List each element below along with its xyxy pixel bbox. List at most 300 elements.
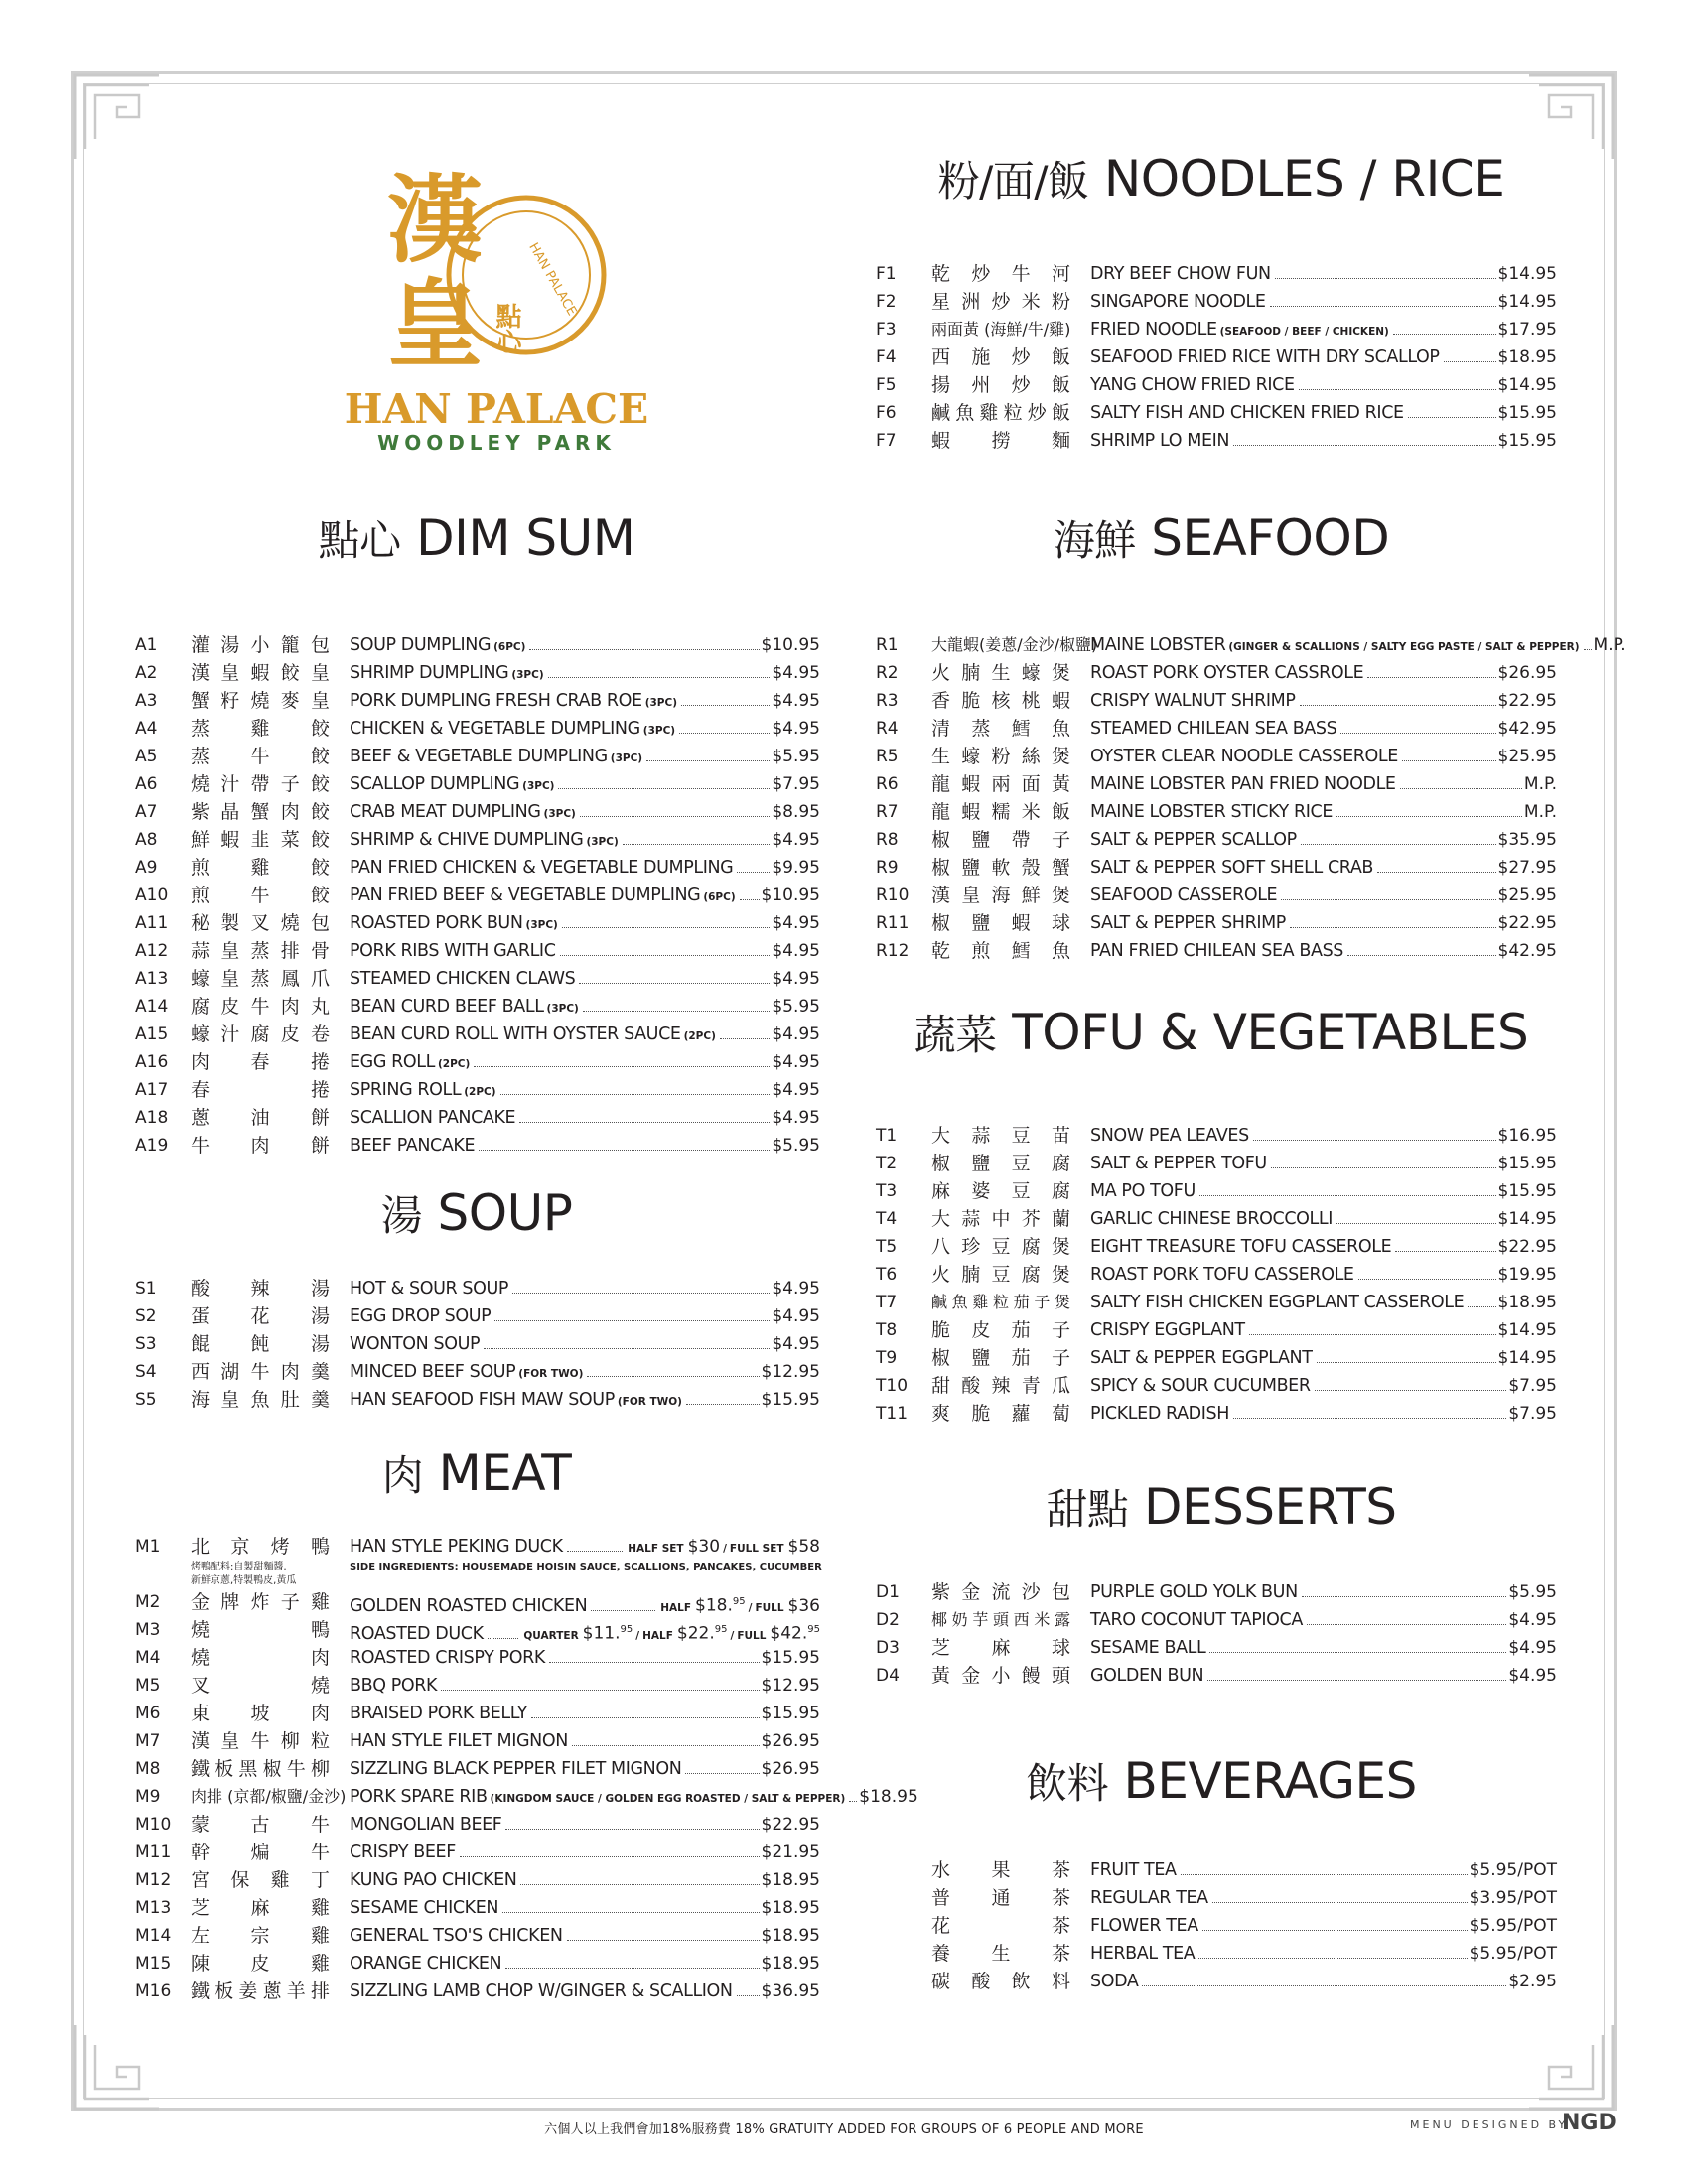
item-name-en: ROAST PORK TOFU CASSEROLE	[1090, 1265, 1354, 1285]
item-name-zh: 清蒸鱈魚	[931, 718, 1070, 740]
item-name-zh: 鮮蝦韭菜餃	[191, 829, 330, 851]
menu-item	[876, 770, 1571, 798]
item-price: $27.95	[1497, 858, 1557, 878]
item-price: $7.95	[772, 774, 820, 794]
dot-leader	[494, 1320, 770, 1321]
item-name-zh: 甜酸辣青瓜	[931, 1375, 1070, 1397]
item-name-zh: 左宗雞	[191, 1925, 330, 1947]
menu-item	[876, 743, 1571, 770]
item-name-zh: 漢皇海鮮煲	[931, 885, 1070, 906]
menu-item	[876, 631, 1626, 659]
item-name-en: SESAME BALL	[1090, 1638, 1206, 1658]
menu-item	[135, 826, 820, 854]
item-name-en: EIGHT TREASURE TOFU CASSEROLE	[1090, 1237, 1392, 1257]
menu-item	[876, 1205, 1571, 1233]
dot-leader	[1468, 1306, 1495, 1307]
item-name-en: GOLDEN BUN	[1090, 1666, 1204, 1686]
item-name-zh: 蒙古牛	[191, 1814, 330, 1836]
item-price: $15.95	[1497, 1181, 1557, 1201]
dot-leader	[679, 733, 770, 734]
dot-leader	[1209, 1652, 1506, 1653]
dot-leader	[1301, 844, 1496, 845]
item-code: F5	[876, 375, 897, 395]
menu-item	[876, 854, 1571, 882]
item-name-en: MAINE LOBSTER	[1090, 635, 1226, 655]
menu-item	[876, 1634, 1571, 1662]
item-name-en: SALTY FISH AND CHICKEN FRIED RICE	[1090, 403, 1404, 423]
item-name-zh: 紫金流沙包	[931, 1581, 1070, 1603]
menu-item	[135, 659, 820, 687]
item-name-zh: 幹煸牛	[191, 1842, 330, 1863]
dot-leader	[1181, 1874, 1468, 1875]
item-name-zh: 兩面黃 (海鮮/牛/雞)	[931, 320, 1071, 339]
menu-item	[135, 1700, 820, 1727]
logo-ring-zh: 點心	[492, 303, 521, 354]
dot-leader	[479, 1150, 770, 1151]
item-price: $5.95	[1508, 1582, 1557, 1602]
menu-item	[135, 631, 820, 659]
menu-list-beverages	[876, 1856, 1571, 1995]
item-name-en: SHRIMP LO MEIN	[1090, 431, 1230, 451]
item-note: (3PC)	[511, 669, 544, 681]
menu-item	[135, 1386, 820, 1414]
item-name-en: SALT & PEPPER TOFU	[1090, 1154, 1267, 1173]
dot-leader	[681, 705, 770, 706]
item-note: (FOR TWO)	[617, 1396, 682, 1408]
item-name-zh: 椒鹽豆腐	[931, 1153, 1070, 1174]
item-name-en: CRAB MEAT DUMPLING	[350, 802, 541, 822]
item-code: R4	[876, 719, 899, 739]
menu-item	[135, 1783, 918, 1811]
corner-ornament-bottom-left	[71, 2021, 163, 2113]
item-price: $5.95/POT	[1469, 1916, 1557, 1936]
menu-item	[876, 1968, 1571, 1995]
item-note: (3PC)	[642, 725, 676, 737]
item-code: S5	[135, 1390, 157, 1410]
item-code: T8	[876, 1320, 898, 1340]
dot-leader	[441, 1690, 759, 1691]
item-price: $4.95	[1508, 1610, 1557, 1630]
menu-item	[135, 1672, 820, 1700]
dot-leader	[740, 899, 760, 900]
item-note: (3PC)	[586, 836, 619, 848]
dot-leader	[1207, 1680, 1506, 1681]
item-price: $4.95	[1508, 1666, 1557, 1686]
item-name-en: REGULAR TEA	[1090, 1888, 1208, 1908]
dot-leader	[1584, 649, 1592, 650]
item-code: F3	[876, 320, 897, 340]
dot-leader	[562, 927, 770, 928]
item-code: T3	[876, 1181, 898, 1201]
menu-item	[876, 1289, 1571, 1316]
item-name-en: TARO COCONUT TAPIOCA	[1090, 1610, 1303, 1630]
item-code: D2	[876, 1610, 900, 1630]
item-name-en: SPICY & SOUR CUCUMBER	[1090, 1376, 1311, 1396]
item-name-zh: 蠔皇蒸鳳爪	[191, 968, 330, 990]
item-code: T11	[876, 1404, 909, 1424]
item-name-en: HERBAL TEA	[1090, 1944, 1196, 1964]
item-name-zh: 海皇魚肚羹	[191, 1389, 330, 1411]
corner-ornament-bottom-right	[1525, 2021, 1617, 2113]
dot-leader	[484, 1348, 770, 1349]
item-name-en: SALT & PEPPER SCALLOP	[1090, 830, 1297, 850]
menu-item	[135, 1755, 820, 1783]
brand-name: HAN PALACE	[344, 385, 649, 433]
item-code: M16	[135, 1981, 172, 2001]
item-name-en: PICKLED RADISH	[1090, 1404, 1229, 1424]
item-price: $14.95	[1497, 1348, 1557, 1368]
menu-item	[135, 1048, 820, 1076]
item-price: $18.95	[761, 1954, 820, 1974]
item-price: $14.95	[1497, 1320, 1557, 1340]
menu-item	[876, 316, 1571, 343]
section-title-beverages: 飲料 BEVERAGES	[1026, 1752, 1417, 1810]
item-name-en: BEAN CURD BEEF BALL	[350, 997, 544, 1017]
item-note: (SEAFOOD / BEEF / CHICKEN)	[1219, 326, 1389, 338]
menu-list-dimsum	[135, 631, 820, 1160]
item-name-zh: 肉排 (京都/椒鹽/金沙)	[191, 1787, 347, 1806]
menu-item	[876, 937, 1571, 965]
item-name-en: SALT & PEPPER SHRIMP	[1090, 913, 1286, 933]
dot-leader	[519, 1122, 770, 1123]
dot-leader	[505, 1968, 759, 1969]
item-code: A7	[135, 802, 158, 822]
item-price: $4.95	[772, 830, 820, 850]
item-name-en: DRY BEEF CHOW FUN	[1090, 264, 1271, 284]
item-name-zh: 椰奶芋頭西米露	[931, 1610, 1070, 1629]
menu-item	[876, 1606, 1571, 1634]
item-name-en: PORK SPARE RIB	[350, 1787, 488, 1807]
item-name-en: HAN STYLE FILET MIGNON	[350, 1731, 568, 1751]
menu-item	[135, 1021, 820, 1048]
dot-leader	[1347, 955, 1496, 956]
item-name-zh: 西湖牛肉羹	[191, 1361, 330, 1383]
section-title-soup: 湯 SOUP	[380, 1184, 573, 1242]
item-price: $5.95/POT	[1469, 1860, 1557, 1880]
item-name-en: FRUIT TEA	[1090, 1860, 1177, 1880]
item-code: R9	[876, 858, 899, 878]
item-name-en: GARLIC CHINESE BROCCOLLI	[1090, 1209, 1334, 1229]
item-name-en: BEAN CURD ROLL WITH OYSTER SAUCE	[350, 1024, 681, 1044]
dot-leader	[1249, 1334, 1496, 1335]
item-name-zh: 煎牛餃	[191, 885, 330, 906]
item-price: $2.95	[1508, 1972, 1557, 1991]
item-note: (3PC)	[610, 752, 643, 764]
item-name-zh: 碳酸飲料	[931, 1971, 1070, 1992]
menu-item	[876, 1884, 1571, 1912]
item-name-zh: 大蒜中芥蘭	[931, 1208, 1070, 1230]
item-name-zh: 乾炒牛河	[931, 263, 1070, 285]
item-code: R10	[876, 886, 910, 905]
menu-item: M3 燒鴨 ROASTED DUCK QUARTER $11.95 / HALF $22.95 / FULL $42.95	[135, 1619, 820, 1644]
menu-item	[135, 1727, 820, 1755]
menu-item	[876, 1578, 1571, 1606]
item-price: $35.95	[1497, 830, 1557, 850]
menu-item	[135, 909, 820, 937]
logo-ring-text: HAN PALACE	[525, 240, 580, 319]
item-name-zh: 大龍蝦(姜蔥/金沙/椒鹽)	[931, 635, 1098, 654]
item-price: $26.95	[1497, 663, 1557, 683]
menu-item: M2 金牌炸子雞 GOLDEN ROASTED CHICKEN HALF $18.95 / FULL $36	[135, 1591, 820, 1616]
section-title-dimsum: 點心 DIM SUM	[318, 509, 635, 567]
item-price: M.P.	[1523, 802, 1557, 822]
item-price: $26.95	[761, 1759, 820, 1779]
item-code: S2	[135, 1306, 157, 1326]
menu-item-subnote: 新鮮京蔥,特製鴨皮,黃瓜	[191, 1575, 297, 1586]
item-price: $4.95	[772, 1306, 820, 1326]
menu-item	[876, 687, 1571, 715]
item-note: (3PC)	[525, 919, 558, 931]
dot-leader	[1299, 389, 1496, 390]
menu-item	[876, 659, 1571, 687]
menu-item	[135, 1978, 820, 2005]
item-name-zh: 星洲炒米粉	[931, 291, 1070, 313]
item-price: $3.95/POT	[1469, 1888, 1557, 1908]
item-name-en: SPRING ROLL	[350, 1080, 462, 1100]
item-name-en: STEAMED CHICKEN CLAWS	[350, 969, 576, 989]
item-price: $18.95	[1497, 347, 1557, 367]
menu-item	[876, 260, 1571, 288]
item-code: T2	[876, 1154, 898, 1173]
item-name-zh: 餛飩湯	[191, 1333, 330, 1355]
menu-item	[876, 1400, 1571, 1428]
dot-leader	[1402, 760, 1496, 761]
menu-item	[135, 1104, 820, 1132]
item-name-zh: 蒸雞餃	[191, 718, 330, 740]
item-name-en: CRISPY WALNUT SHRIMP	[1090, 691, 1296, 711]
item-code: F1	[876, 264, 897, 284]
item-code: R8	[876, 830, 899, 850]
section-title-tofu: 蔬菜 TOFU & VEGETABLES	[914, 1004, 1529, 1061]
item-name-zh: 水果茶	[931, 1859, 1070, 1881]
item-name-zh: 黃金小饅頭	[931, 1665, 1070, 1687]
item-name-zh: 花茶	[931, 1915, 1070, 1937]
dot-leader	[1395, 1251, 1495, 1252]
item-code: M12	[135, 1870, 172, 1890]
item-code: T6	[876, 1265, 898, 1285]
item-code: M14	[135, 1926, 172, 1946]
menu-list-desserts	[876, 1578, 1571, 1690]
item-name-en: BEEF & VEGETABLE DUMPLING	[350, 747, 608, 766]
item-code: T10	[876, 1376, 909, 1396]
item-code: D3	[876, 1638, 900, 1658]
item-name-zh: 鐵板黑椒牛柳	[191, 1758, 330, 1780]
menu-item	[135, 1950, 820, 1978]
item-name-zh: 蠔汁腐皮卷	[191, 1024, 330, 1045]
menu-item	[876, 1150, 1571, 1177]
menu-item	[135, 882, 820, 909]
item-code: R2	[876, 663, 899, 683]
item-name-en: ROASTED CRISPY PORK	[350, 1648, 545, 1668]
item-price: $22.95	[761, 1815, 820, 1835]
item-name-en: SHRIMP & CHIVE DUMPLING	[350, 830, 584, 850]
dot-leader	[1444, 361, 1496, 362]
item-code: A13	[135, 969, 169, 989]
item-code: F2	[876, 292, 897, 312]
dot-leader	[1400, 788, 1522, 789]
menu-item	[876, 1316, 1571, 1344]
dot-leader	[505, 1829, 759, 1830]
item-price: $4.95	[772, 1080, 820, 1100]
item-name-zh: 揚州炒飯	[931, 374, 1070, 396]
item-name-en: SALT & PEPPER SOFT SHELL CRAB	[1090, 858, 1374, 878]
item-code: D1	[876, 1582, 900, 1602]
item-name-en: GENERAL TSO'S CHICKEN	[350, 1926, 563, 1946]
item-name-zh: 漢皇牛柳粒	[191, 1730, 330, 1752]
dot-leader	[1253, 1140, 1496, 1141]
item-price: $9.95	[772, 858, 820, 878]
item-name-zh: 爽脆蘿蔔	[931, 1403, 1070, 1425]
item-code: A1	[135, 635, 158, 655]
menu-item	[135, 1076, 820, 1104]
item-code: A4	[135, 719, 158, 739]
item-name-zh: 芝麻雞	[191, 1897, 330, 1919]
item-code: M8	[135, 1759, 161, 1779]
item-name-en: BBQ PORK	[350, 1676, 438, 1696]
item-code: T5	[876, 1237, 898, 1257]
item-name-zh: 腐皮牛肉丸	[191, 996, 330, 1018]
dot-leader	[737, 872, 770, 873]
item-name-zh: 蒸牛餃	[191, 746, 330, 767]
menu-item	[876, 1177, 1571, 1205]
item-name-zh: 煎雞餃	[191, 857, 330, 879]
menu-item	[135, 854, 820, 882]
menu-item	[876, 399, 1571, 427]
item-price: $12.95	[761, 1676, 820, 1696]
dot-leader	[720, 1038, 770, 1039]
item-code: A9	[135, 858, 158, 878]
dot-leader	[737, 1995, 760, 1996]
item-note: (FOR TWO)	[518, 1368, 584, 1380]
item-note: (3PC)	[543, 808, 576, 820]
item-code: D4	[876, 1666, 900, 1686]
item-code: A12	[135, 941, 169, 961]
item-name-en: HOT & SOUR SOUP	[350, 1279, 509, 1298]
dot-leader	[1377, 872, 1495, 873]
dot-leader	[460, 1856, 760, 1857]
item-name-zh: 普通茶	[931, 1887, 1070, 1909]
menu-item	[135, 770, 820, 798]
item-name-en: PORK RIBS WITH GARLIC	[350, 941, 556, 961]
item-price: $12.95	[761, 1362, 820, 1382]
item-code: S3	[135, 1334, 157, 1354]
menu-item	[135, 1922, 820, 1950]
item-price: $8.95	[772, 802, 820, 822]
item-name-en: SEAFOOD FRIED RICE WITH DRY SCALLOP	[1090, 347, 1440, 367]
gratuity-note: 六個人以上我們會加18%服務費 18% GRATUITY ADDED FOR GROUPS OF 6 PEOPLE AND MORE	[544, 2122, 1144, 2137]
menu-item	[876, 715, 1571, 743]
menu-item	[135, 1839, 820, 1866]
item-price: $42.95	[1497, 941, 1557, 961]
item-price: $15.95	[1497, 431, 1557, 451]
item-name-zh: 漢皇蝦餃皇	[191, 662, 330, 684]
item-name-zh: 春捲	[191, 1079, 330, 1101]
item-code: T1	[876, 1126, 898, 1146]
dot-leader	[1271, 1167, 1496, 1168]
dot-leader	[1142, 1985, 1506, 1986]
item-note: (6PC)	[703, 891, 736, 903]
item-name-en: SIZZLING BLACK PEPPER FILET MIGNON	[350, 1759, 682, 1779]
item-price: $5.95	[772, 997, 820, 1017]
dot-leader	[587, 1376, 759, 1377]
item-name-en: BEEF PANCAKE	[350, 1136, 476, 1156]
item-price: $5.95	[772, 747, 820, 766]
item-code: R3	[876, 691, 899, 711]
item-name-en: MA PO TOFU	[1090, 1181, 1196, 1201]
item-name-zh: 麻婆豆腐	[931, 1180, 1070, 1202]
dot-leader	[572, 1745, 760, 1746]
item-note: (6PC)	[493, 641, 526, 653]
item-code: A3	[135, 691, 158, 711]
item-price: $42.95	[1497, 719, 1557, 739]
item-price: $15.95	[1497, 1154, 1557, 1173]
item-note: (KINGDOM SAUCE / GOLDEN EGG ROASTED / SALT & PEPPER)	[490, 1793, 846, 1805]
menu-item	[135, 715, 820, 743]
item-note: (3PC)	[644, 697, 678, 709]
item-price: $4.95	[772, 1052, 820, 1072]
dot-leader	[502, 1912, 759, 1913]
item-code: F7	[876, 431, 897, 451]
item-price: $4.95	[772, 1334, 820, 1354]
item-name-en: SODA	[1090, 1972, 1139, 1991]
item-code: A5	[135, 747, 158, 766]
item-name-en: EGG ROLL	[350, 1052, 435, 1072]
item-code: M6	[135, 1704, 161, 1723]
dot-leader	[1300, 705, 1496, 706]
item-price: $17.95	[1497, 320, 1557, 340]
item-price: $4.95	[772, 1108, 820, 1128]
item-code: M9	[135, 1787, 161, 1807]
item-note: (3PC)	[546, 1003, 579, 1015]
item-price: $18.95	[1497, 1293, 1557, 1312]
dot-leader	[1336, 1223, 1496, 1224]
item-price: $15.95	[761, 1648, 820, 1668]
corner-ornament-top-right	[1525, 71, 1617, 163]
menu-item	[135, 1302, 820, 1330]
item-price: M.P.	[1593, 635, 1626, 655]
dot-leader	[512, 1293, 770, 1294]
item-name-en: PORK DUMPLING FRESH CRAB ROE	[350, 691, 642, 711]
item-code: S1	[135, 1279, 157, 1298]
item-name-zh: 養生茶	[931, 1943, 1070, 1965]
item-name-zh: 叉燒	[191, 1675, 330, 1697]
menu-item	[135, 798, 820, 826]
item-price: $18.95	[761, 1926, 820, 1946]
item-price: $4.95	[772, 969, 820, 989]
menu-item	[876, 1372, 1571, 1400]
item-price: $15.95	[761, 1704, 820, 1723]
item-code: M11	[135, 1843, 172, 1862]
item-code: M10	[135, 1815, 172, 1835]
item-name-en: HAN SEAFOOD FISH MAW SOUP	[350, 1390, 615, 1410]
item-price: $15.95	[1497, 403, 1557, 423]
item-price: $18.95	[761, 1870, 820, 1890]
item-code: M13	[135, 1898, 172, 1918]
item-price: $4.95	[772, 941, 820, 961]
item-price: $4.95	[772, 691, 820, 711]
item-name-en: SINGAPORE NOODLE	[1090, 292, 1266, 312]
dot-leader	[849, 1801, 857, 1802]
item-name-en: SESAME CHICKEN	[350, 1898, 499, 1918]
item-name-zh: 椒鹽帶子	[931, 829, 1070, 851]
dot-leader	[548, 677, 771, 678]
corner-ornament-top-left	[71, 71, 163, 163]
item-name-zh: 椒鹽軟殼蟹	[931, 857, 1070, 879]
item-name-zh: 香脆核桃蝦	[931, 690, 1070, 712]
item-name-en: PURPLE GOLD YOLK BUN	[1090, 1582, 1298, 1602]
item-price: $36.95	[761, 1981, 820, 2001]
item-price: M.P.	[1523, 774, 1557, 794]
